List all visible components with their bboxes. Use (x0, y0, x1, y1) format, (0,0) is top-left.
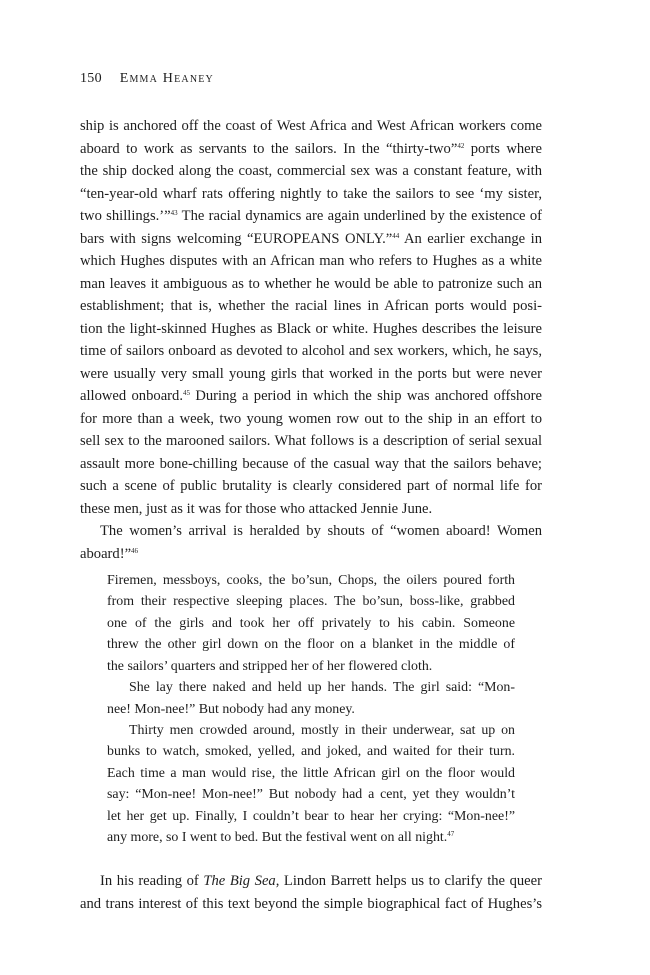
text-line (80, 453, 542, 475)
text-run: one of the girls and took her off privately to his cabin. Someone (107, 615, 515, 631)
text-run: Thirty men crowded around, mostly in their underwear, sat up on (129, 722, 515, 738)
footnote-marker: 44 (392, 231, 400, 240)
text-line (80, 205, 542, 227)
text-run: , Lindon Barrett helps us to clarify the queer (275, 873, 542, 889)
text-run: Firemen, messboys, cooks, the bo’sun, Chops, the oilers poured forth (107, 573, 515, 588)
text-run: tion the light-skinned Hughes as Black or white. Hughes describes the leisure (80, 320, 542, 337)
text-run: the sailors’ quarters and stripped her of her flowered cloth. (107, 658, 433, 674)
text-line (80, 228, 542, 250)
text-line (80, 385, 542, 407)
footnote-marker: 43 (170, 209, 178, 218)
running-header (80, 71, 214, 87)
text-run: ship is anchored off the coast of West Africa and West African workers come (80, 118, 542, 134)
text-line (80, 430, 542, 452)
text-line (80, 408, 542, 430)
text-run: threw the other girl down on the floor on a blanket in the middle of (107, 637, 515, 653)
text-run: She lay there naked and held up her hands. The girl said: “Mon- (129, 680, 515, 696)
text-line (80, 250, 542, 272)
text-line (80, 520, 542, 542)
text-run: such a scene of public brutality is clearly considered part of normal life for (80, 478, 542, 495)
text-run: “ten-year-old wharf rats offering nightly to take the sailors to see ‘my sister, (80, 185, 542, 202)
text-run: were usually very small young girls that worked in the ports but were never (80, 365, 542, 382)
running-author: Emma Heaney (119, 71, 214, 86)
text-run: the ship docked along the coast, commercial sex was a constant feature, with (80, 163, 542, 180)
text-run: time of sailors onboard as devoted to alcohol and sex workers, which, he says, (80, 343, 542, 360)
text-run: man leaves it ambiguous as to whether he would be able to patronize such an (80, 275, 542, 292)
text-line (80, 318, 542, 340)
page-number: 150 (80, 71, 102, 86)
text-line (107, 806, 515, 827)
text-run: say: “Mon-nee! Mon-nee!” But nobody had a cent, yet they wouldn’t (107, 787, 515, 803)
text-line (80, 498, 542, 520)
text-run: and trans interest of this text beyond the simple biographical fact of Hughes’s (80, 895, 542, 912)
text-line (107, 720, 515, 741)
text-run: During a period in which the ship was anchored offshore (190, 388, 542, 405)
text-line (107, 634, 515, 655)
footnote-marker: 42 (457, 141, 465, 150)
text-run: any more, so I went to bed. But the festival went on all night. (107, 830, 448, 846)
text-run: which Hughes disputes with an African man who refers to Hughes as a white (80, 253, 542, 270)
text-line (107, 784, 515, 805)
text-run: assault more bone-chilling because of the casual way that the sailors behave; (80, 455, 542, 472)
text-run: bunks to watch, smoked, yelled, and joked, and waited for their turn. (107, 744, 515, 760)
text-run: bars with signs welcoming “EUROPEANS ONLY.” (80, 230, 393, 247)
text-line (80, 475, 542, 497)
text-line (107, 827, 515, 848)
text-run: let her get up. Finally, I couldn’t bear to hear her crying: “Mon-nee!” (107, 808, 515, 824)
text-run: sell sex to the marooned sailors. What follows is a description of serial sexual (80, 433, 542, 450)
text-run: The racial dynamics are again underlined by the existence of (177, 208, 542, 225)
text-run: nee! Mon-nee!” But nobody had any money. (107, 701, 355, 717)
text-line (107, 570, 515, 591)
text-run: two shillings.’” (80, 208, 171, 225)
text-run: In his reading of (100, 873, 204, 889)
text-line (80, 295, 542, 317)
text-run: An earlier exchange in (399, 230, 542, 247)
footnote-marker: 46 (131, 546, 139, 555)
text-run: from their respective sleeping places. The bo’sun, boss-like, grabbed (107, 594, 515, 610)
text-run: The women’s arrival is heralded by shouts of “women aboard! Women (100, 523, 542, 540)
italic-title: The Big Sea (203, 873, 276, 889)
text-run: Each time a man would rise, the little African girl on the floor would (107, 765, 515, 781)
text-line (80, 543, 542, 565)
text-run: aboard to work as servants to the sailors. In the “thirty-two” (80, 140, 458, 157)
footnote-marker: 47 (447, 830, 455, 839)
text-run: aboard!” (80, 545, 132, 562)
text-line (80, 183, 542, 205)
text-line (107, 699, 515, 720)
text-run: these men, just as it was for those who attacked Jennie June. (80, 500, 433, 517)
text-line (107, 656, 515, 677)
footnote-marker: 45 (183, 389, 190, 398)
text-run: ports where (464, 140, 542, 157)
text-line (107, 677, 515, 698)
text-line (80, 160, 542, 182)
text-run: establishment; that is, whether the racial lines in African ports would posi- (80, 298, 542, 315)
text-line (80, 138, 542, 160)
text-run: allowed onboard. (80, 388, 183, 405)
text-line (107, 613, 515, 634)
text-line (107, 591, 515, 612)
text-line (80, 363, 542, 385)
text-line (107, 763, 515, 784)
text-run: for more than a week, two young women row out to the ship in an effort to (80, 410, 542, 427)
text-line (80, 273, 542, 295)
text-line (80, 115, 542, 137)
text-line (80, 340, 542, 362)
text-line (80, 870, 542, 892)
text-line (107, 741, 515, 762)
text-line (80, 893, 542, 915)
